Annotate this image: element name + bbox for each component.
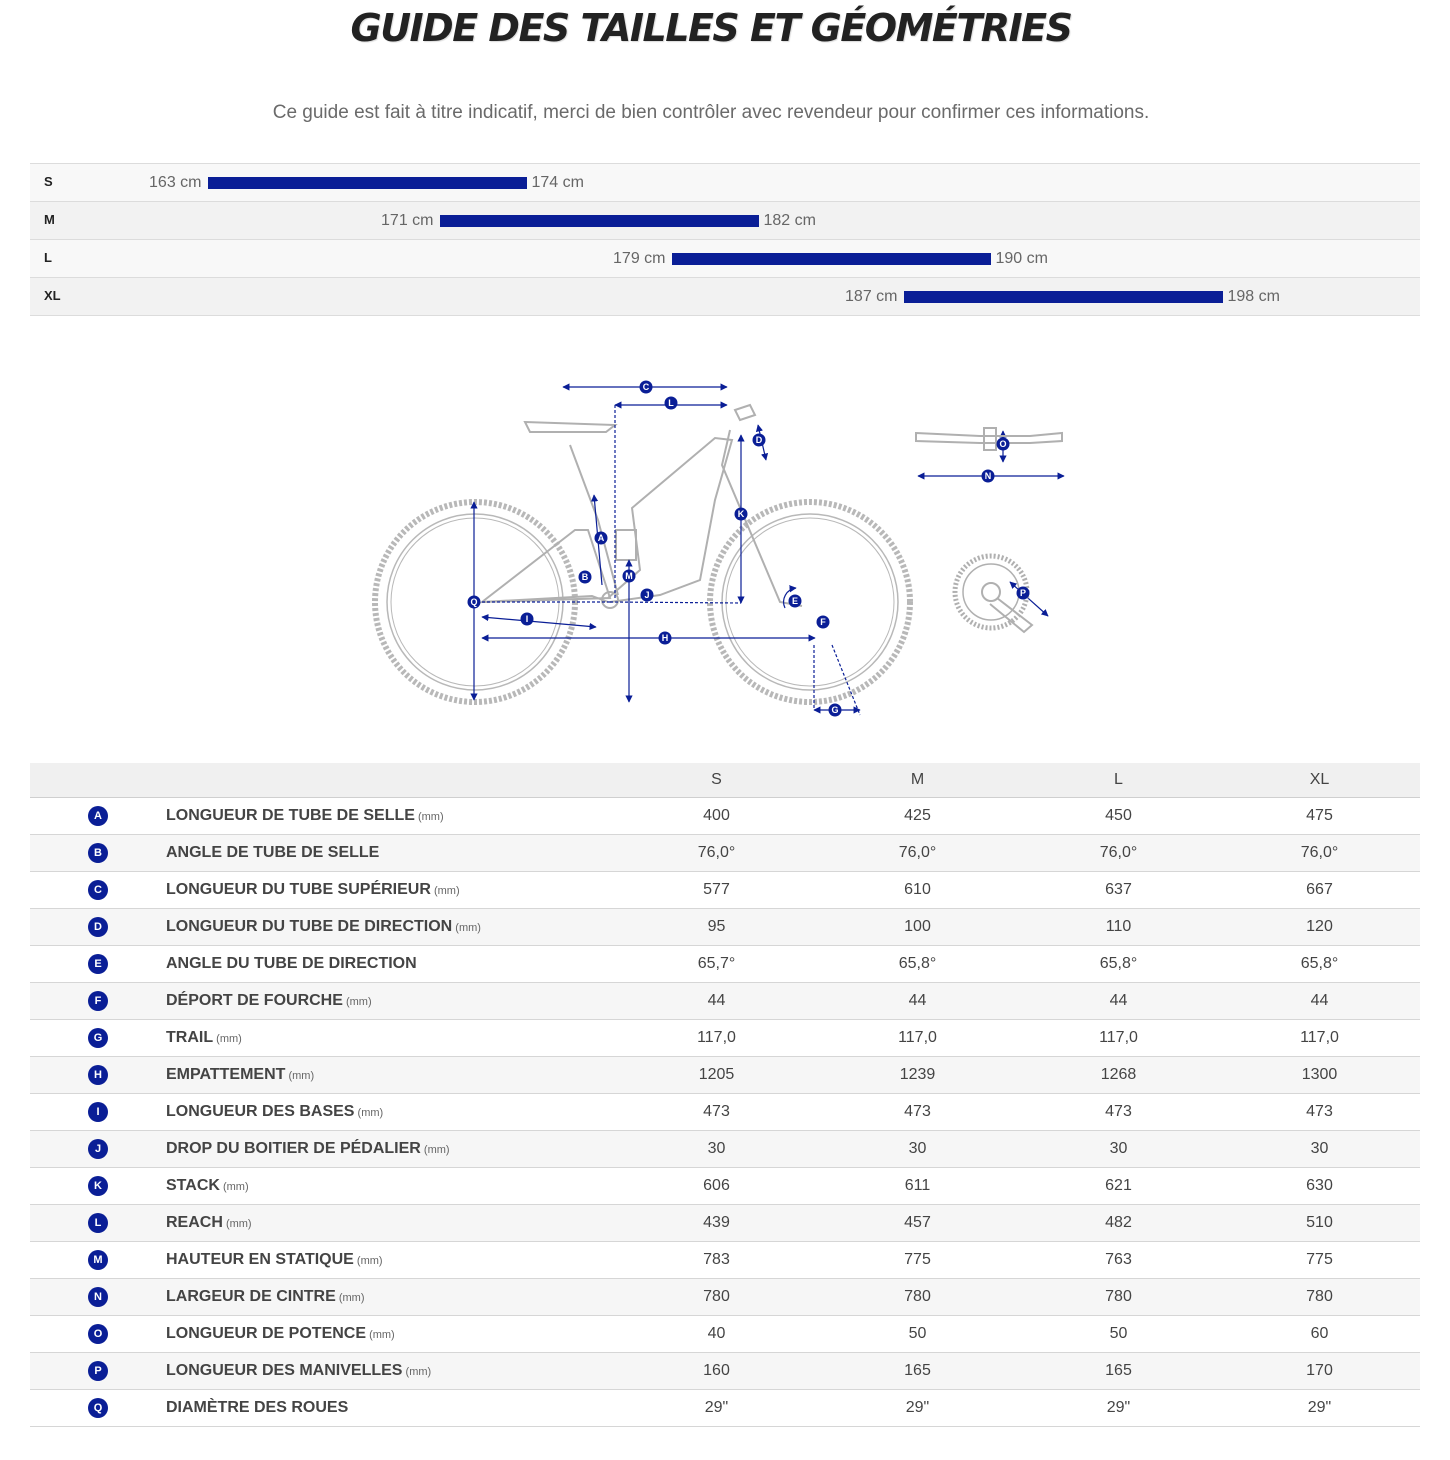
measurement-value: 50 xyxy=(1018,1316,1219,1353)
measurement-unit: (mm) xyxy=(342,996,372,1008)
size-max-height: 198 cm xyxy=(1227,288,1280,305)
svg-text:F: F xyxy=(820,617,826,628)
row-letter-cell xyxy=(30,1094,166,1131)
measurement-value: 780 xyxy=(1219,1279,1420,1316)
measurement-value: 30 xyxy=(817,1131,1018,1168)
measurement-value: 29" xyxy=(1018,1390,1219,1427)
header-size: L xyxy=(1018,763,1219,798)
svg-text:C: C xyxy=(642,382,650,393)
size-label: M xyxy=(44,212,55,227)
measurement-label: LONGUEUR DES MANIVELLES xyxy=(166,1362,403,1379)
page-subtitle: Ce guide est fait à titre indicatif, merci de bien contrôler avec revendeur pour confirmer ces informations. xyxy=(272,102,1150,123)
measurement-value: 606 xyxy=(616,1168,817,1205)
measurement-label: STACK xyxy=(166,1177,220,1194)
row-letter-cell xyxy=(30,1279,166,1316)
measurement-value: 780 xyxy=(817,1279,1018,1316)
measurement-name xyxy=(166,1279,616,1316)
measurement-label: LONGUEUR DU TUBE SUPÉRIEUR xyxy=(166,881,431,898)
measurement-unit: (mm) xyxy=(213,1033,242,1045)
geometry-row xyxy=(30,1242,1420,1279)
measurement-value: 65,8° xyxy=(1018,946,1219,983)
measurement-value: 1205 xyxy=(616,1057,817,1094)
measurement-value: 117,0 xyxy=(1219,1020,1420,1057)
row-letter-cell xyxy=(30,1390,166,1427)
diagram-badge-i xyxy=(521,613,534,626)
measurement-value: 44 xyxy=(817,983,1018,1020)
svg-text:P: P xyxy=(1019,588,1027,599)
measurement-value: 439 xyxy=(616,1205,817,1242)
measurement-value: 100 xyxy=(817,909,1018,946)
measurement-name xyxy=(166,1168,616,1205)
measurement-value: 30 xyxy=(1018,1131,1219,1168)
measurement-label: ANGLE DE TUBE DE SELLE xyxy=(166,844,380,861)
measurement-value: 30 xyxy=(616,1131,817,1168)
measurement-value: 65,8° xyxy=(1219,946,1420,983)
geometry-row xyxy=(30,835,1420,872)
geometry-header-row xyxy=(30,763,1420,798)
letter-badge: K xyxy=(88,1176,108,1196)
row-letter-cell xyxy=(30,1057,166,1094)
measurement-value: 400 xyxy=(616,798,817,835)
geometry-row xyxy=(30,1094,1420,1131)
measurement-label: DÉPORT DE FOURCHE xyxy=(166,992,343,1009)
measurement-name xyxy=(166,983,616,1020)
measurement-name xyxy=(166,1242,616,1279)
row-letter-cell xyxy=(30,1131,166,1168)
letter-badge: G xyxy=(88,1028,108,1048)
row-letter-cell xyxy=(30,1353,166,1390)
measurement-value: 29" xyxy=(1219,1390,1420,1427)
measurement-unit: (mm) xyxy=(414,811,444,823)
measurement-unit: (mm) xyxy=(430,885,460,897)
measurement-unit: (mm) xyxy=(420,1144,450,1156)
measurement-value: 1268 xyxy=(1018,1057,1219,1094)
measurement-label: DROP DU BOITIER DE PÉDALIER xyxy=(166,1140,421,1157)
geometry-row xyxy=(30,1168,1420,1205)
measurement-value: 117,0 xyxy=(817,1020,1018,1057)
measurement-label: HAUTEUR EN STATIQUE xyxy=(166,1251,354,1268)
measurement-value: 577 xyxy=(616,872,817,909)
row-letter-cell xyxy=(30,798,166,835)
measurement-name xyxy=(166,1316,616,1353)
measurement-value: 44 xyxy=(1018,983,1219,1020)
diagram-badge-c xyxy=(640,381,653,394)
measurement-value: 44 xyxy=(616,983,817,1020)
measurement-label: EMPATTEMENT xyxy=(166,1066,286,1083)
size-max-height: 190 cm xyxy=(995,250,1048,267)
size-range-bar xyxy=(440,215,759,227)
svg-text:I: I xyxy=(525,614,529,625)
diagram-badge-m xyxy=(623,570,636,583)
measurement-value: 117,0 xyxy=(616,1020,817,1057)
measurement-name xyxy=(166,1205,616,1242)
svg-text:G: G xyxy=(831,705,839,716)
svg-text:L: L xyxy=(668,398,674,409)
measurement-value: 621 xyxy=(1018,1168,1219,1205)
measurement-value: 30 xyxy=(1219,1131,1420,1168)
measurement-value: 475 xyxy=(1219,798,1420,835)
measurement-value: 425 xyxy=(817,798,1018,835)
measurement-value: 775 xyxy=(817,1242,1018,1279)
measurement-name xyxy=(166,1131,616,1168)
measurement-value: 780 xyxy=(1018,1279,1219,1316)
geometry-row xyxy=(30,909,1420,946)
geometry-row xyxy=(30,946,1420,983)
svg-text:K: K xyxy=(737,509,745,520)
measurement-unit: (mm) xyxy=(222,1218,252,1230)
measurement-value: 457 xyxy=(817,1205,1018,1242)
measurement-value: 611 xyxy=(817,1168,1018,1205)
measurement-name xyxy=(166,1390,616,1427)
measurement-label: REACH xyxy=(166,1214,223,1231)
diagram-badge-j xyxy=(641,589,654,602)
size-label: L xyxy=(44,250,52,265)
row-letter-cell xyxy=(30,1242,166,1279)
size-range-row xyxy=(30,202,1420,240)
measurement-unit: (mm) xyxy=(335,1292,365,1304)
diagram-badge-a xyxy=(595,532,608,545)
geometry-row xyxy=(30,1205,1420,1242)
measurement-value: 76,0° xyxy=(1219,835,1420,872)
size-range-chart xyxy=(30,163,1420,316)
letter-badge: C xyxy=(88,880,108,900)
measurement-value: 473 xyxy=(616,1094,817,1131)
geometry-row xyxy=(30,983,1420,1020)
letter-badge: I xyxy=(88,1102,108,1122)
measurement-value: 780 xyxy=(616,1279,817,1316)
letter-badge: M xyxy=(88,1250,108,1270)
geometry-row xyxy=(30,798,1420,835)
measurement-value: 473 xyxy=(1018,1094,1219,1131)
measurement-value: 29" xyxy=(817,1390,1018,1427)
geometry-row xyxy=(30,1390,1420,1427)
measurement-value: 630 xyxy=(1219,1168,1420,1205)
size-min-height: 179 cm xyxy=(613,250,666,267)
size-min-height: 187 cm xyxy=(845,288,898,305)
svg-text:Q: Q xyxy=(470,597,478,608)
row-letter-cell xyxy=(30,909,166,946)
size-range-bar xyxy=(208,177,527,189)
measurement-unit: (mm) xyxy=(366,1329,395,1341)
svg-text:N: N xyxy=(984,471,992,482)
measurement-unit: (mm) xyxy=(285,1070,315,1082)
measurement-value: 450 xyxy=(1018,798,1219,835)
geometry-row xyxy=(30,1316,1420,1353)
measurement-name xyxy=(166,1020,616,1057)
measurement-value: 29" xyxy=(616,1390,817,1427)
measurement-value: 473 xyxy=(817,1094,1018,1131)
measurement-label: LARGEUR DE CINTRE xyxy=(166,1288,336,1305)
measurement-name xyxy=(166,1057,616,1094)
svg-text:D: D xyxy=(755,435,763,446)
letter-badge: E xyxy=(88,954,108,974)
size-label: S xyxy=(44,174,53,189)
letter-badge: O xyxy=(88,1324,108,1344)
measurement-value: 610 xyxy=(817,872,1018,909)
measurement-label: ANGLE DU TUBE DE DIRECTION xyxy=(166,955,417,972)
measurement-value: 65,7° xyxy=(616,946,817,983)
geometry-row xyxy=(30,1279,1420,1316)
header-empty xyxy=(30,763,166,798)
geometry-table xyxy=(30,763,1420,1427)
diagram-badge-k xyxy=(735,508,748,521)
letter-badge: P xyxy=(88,1361,108,1381)
diagram-badge-d xyxy=(753,434,766,447)
letter-badge: D xyxy=(88,917,108,937)
measurement-name xyxy=(166,872,616,909)
header-size: M xyxy=(817,763,1018,798)
measurement-name xyxy=(166,909,616,946)
measurement-label: DIAMÈTRE DES ROUES xyxy=(166,1399,349,1416)
size-range-row xyxy=(30,240,1420,278)
row-letter-cell xyxy=(30,1205,166,1242)
letter-badge: A xyxy=(88,806,108,826)
measurement-value: 95 xyxy=(616,909,817,946)
svg-text:O: O xyxy=(999,439,1007,450)
measurement-unit: (mm) xyxy=(402,1366,432,1378)
svg-text:J: J xyxy=(644,590,650,601)
letter-badge: L xyxy=(88,1213,108,1233)
letter-badge: H xyxy=(88,1065,108,1085)
measurement-label: LONGUEUR DU TUBE DE DIRECTION xyxy=(166,918,453,935)
measurement-label: LONGUEUR DE POTENCE xyxy=(166,1325,367,1342)
measurement-value: 40 xyxy=(616,1316,817,1353)
size-range-bar xyxy=(672,253,991,265)
header-size: S xyxy=(616,763,817,798)
measurement-value: 160 xyxy=(616,1353,817,1390)
geometry-row xyxy=(30,872,1420,909)
front-wheel-icon xyxy=(710,502,910,702)
row-letter-cell xyxy=(30,835,166,872)
measurement-unit: (mm) xyxy=(452,922,481,934)
measurement-value: 473 xyxy=(1219,1094,1420,1131)
measurement-value: 65,8° xyxy=(817,946,1018,983)
svg-text:E: E xyxy=(791,596,799,607)
measurement-value: 637 xyxy=(1018,872,1219,909)
row-letter-cell xyxy=(30,1168,166,1205)
letter-badge: J xyxy=(88,1139,108,1159)
header-size: XL xyxy=(1219,763,1420,798)
measurement-unit: (mm) xyxy=(219,1181,249,1193)
diagram-badge-b xyxy=(579,571,592,584)
measurement-value: 165 xyxy=(817,1353,1018,1390)
measurement-label: TRAIL xyxy=(166,1029,214,1046)
letter-badge: F xyxy=(88,991,108,1011)
measurement-value: 775 xyxy=(1219,1242,1420,1279)
svg-text:A: A xyxy=(597,533,605,544)
measurement-value: 76,0° xyxy=(616,835,817,872)
measurement-name xyxy=(166,1353,616,1390)
header-empty xyxy=(166,763,616,798)
geometry-row xyxy=(30,1057,1420,1094)
measurement-value: 60 xyxy=(1219,1316,1420,1353)
letter-badge: N xyxy=(88,1287,108,1307)
measurement-value: 482 xyxy=(1018,1205,1219,1242)
size-max-height: 174 cm xyxy=(531,174,584,191)
diagram-badge-h xyxy=(659,632,672,645)
svg-text:B: B xyxy=(581,572,589,583)
svg-text:M: M xyxy=(625,571,633,582)
row-letter-cell xyxy=(30,1020,166,1057)
size-range-bar xyxy=(904,291,1223,303)
measurement-value: 165 xyxy=(1018,1353,1219,1390)
size-range-row xyxy=(30,164,1420,202)
geometry-row xyxy=(30,1353,1420,1390)
measurement-value: 783 xyxy=(616,1242,817,1279)
measurement-value: 1300 xyxy=(1219,1057,1420,1094)
frame-icon xyxy=(482,405,802,608)
measurement-name xyxy=(166,798,616,835)
measurement-name xyxy=(166,1094,616,1131)
row-letter-cell xyxy=(30,946,166,983)
diagram-badge-p xyxy=(1017,587,1030,600)
row-letter-cell xyxy=(30,983,166,1020)
measurement-value: 76,0° xyxy=(1018,835,1219,872)
measurement-unit: (mm) xyxy=(353,1255,383,1267)
measurement-name xyxy=(166,946,616,983)
bike-geometry-diagram xyxy=(370,370,1070,730)
handlebar-icon xyxy=(916,428,1062,450)
measurement-value: 120 xyxy=(1219,909,1420,946)
diagram-badge-g xyxy=(829,704,842,717)
size-min-height: 171 cm xyxy=(381,212,434,229)
size-max-height: 182 cm xyxy=(763,212,816,229)
measurement-name xyxy=(166,835,616,872)
diagram-badge-o xyxy=(997,438,1010,451)
measurement-unit: (mm) xyxy=(354,1107,384,1119)
measurement-value: 763 xyxy=(1018,1242,1219,1279)
measurement-label: LONGUEUR DES BASES xyxy=(166,1103,355,1120)
svg-text:H: H xyxy=(661,633,669,644)
geometry-row xyxy=(30,1020,1420,1057)
diagram-badge-f xyxy=(817,616,830,629)
letter-badge: Q xyxy=(88,1398,108,1418)
measurement-value: 510 xyxy=(1219,1205,1420,1242)
page-title: GUIDE DES TAILLES ET GÉOMÉTRIES xyxy=(350,6,1072,50)
measurement-value: 170 xyxy=(1219,1353,1420,1390)
size-range-row xyxy=(30,278,1420,316)
row-letter-cell xyxy=(30,1316,166,1353)
diagram-badge-q xyxy=(468,596,481,609)
geometry-row xyxy=(30,1131,1420,1168)
measurement-value: 667 xyxy=(1219,872,1420,909)
measurement-value: 117,0 xyxy=(1018,1020,1219,1057)
measurement-value: 50 xyxy=(817,1316,1018,1353)
measurement-value: 76,0° xyxy=(817,835,1018,872)
diagram-badge-n xyxy=(982,470,995,483)
diagram-badge-l xyxy=(665,397,678,410)
measurement-label: LONGUEUR DE TUBE DE SELLE xyxy=(166,807,415,824)
measurement-value: 1239 xyxy=(817,1057,1018,1094)
row-letter-cell xyxy=(30,872,166,909)
bike-geometry-svg xyxy=(370,370,1070,730)
diagram-badge-e xyxy=(789,595,802,608)
measurement-value: 44 xyxy=(1219,983,1420,1020)
letter-badge: B xyxy=(88,843,108,863)
size-label: XL xyxy=(44,288,61,303)
size-min-height: 163 cm xyxy=(149,174,202,191)
measurement-value: 110 xyxy=(1018,909,1219,946)
